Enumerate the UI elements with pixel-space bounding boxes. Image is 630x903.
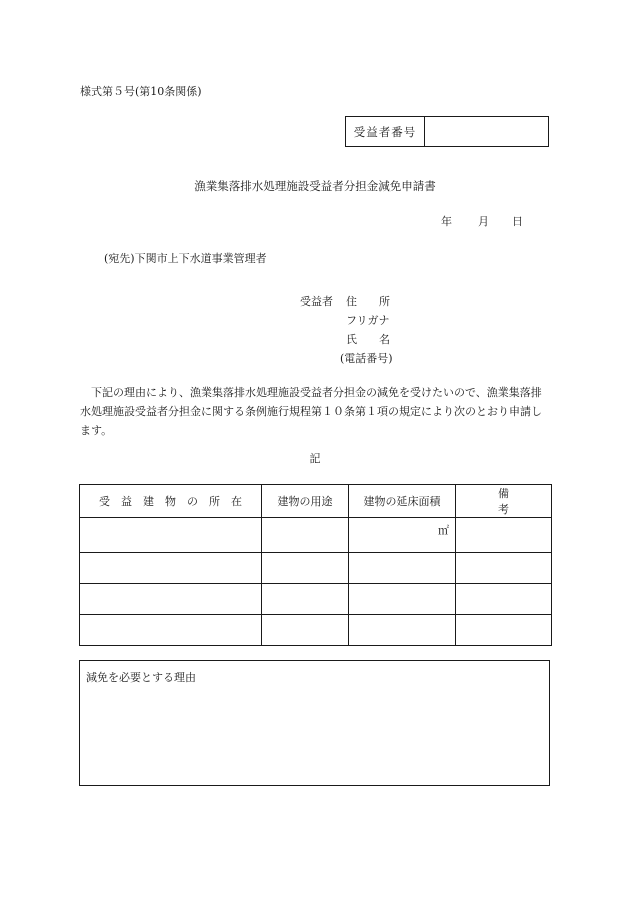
form-number: 様式第５号(第10条関係) [80, 85, 202, 98]
furigana-label: フリガナ [346, 314, 390, 327]
date-month-label: 月 [478, 215, 489, 228]
table-row [80, 584, 552, 615]
usage-cell[interactable] [262, 584, 349, 615]
addressee: (宛先)下関市上下水道事業管理者 [104, 252, 267, 265]
date-year-label: 年 [441, 215, 452, 228]
application-statement: 下記の理由により、漁業集落排水処理施設受益者分担金の減免を受けたいので、漁業集落排水処理施設受益者分担金に関する条例施行規程第１０条第１項の規定により次のとおり申請します。 [80, 386, 542, 437]
floor-area-cell[interactable] [349, 553, 456, 584]
date-day-label: 日 [512, 215, 523, 228]
table-row [80, 553, 552, 584]
ki-marker: 記 [309, 452, 321, 465]
floor-area-cell[interactable] [349, 615, 456, 646]
location-cell[interactable] [80, 553, 262, 584]
name-label: 氏 名 [346, 333, 390, 346]
location-cell[interactable] [80, 615, 262, 646]
document-title: 漁業集落排水処理施設受益者分担金減免申請書 [194, 179, 436, 193]
beneficiary-number-field[interactable] [425, 117, 549, 147]
table-header-row [80, 485, 552, 518]
header-floor-area: 建物の延床面積 [349, 485, 456, 518]
reason-label: 減免を必要とする理由 [86, 671, 196, 684]
applicant-heading: 受益者 [300, 295, 333, 308]
header-usage: 建物の用途 [262, 485, 349, 518]
floor-area-cell[interactable] [349, 518, 456, 553]
location-cell[interactable] [80, 584, 262, 615]
building-table [79, 484, 575, 646]
beneficiary-number-label: 受益者番号 [346, 117, 425, 147]
remarks-cell[interactable] [456, 615, 552, 646]
address-label: 住 所 [346, 295, 390, 308]
header-remarks: 備 考 [456, 485, 552, 518]
location-cell[interactable] [80, 518, 262, 553]
beneficiary-number-table [345, 116, 549, 147]
usage-cell[interactable] [262, 518, 349, 553]
floor-area-cell[interactable] [349, 584, 456, 615]
remarks-cell[interactable] [456, 553, 552, 584]
phone-label: (電話番号) [340, 352, 393, 365]
usage-cell[interactable] [262, 615, 349, 646]
remarks-cell[interactable] [456, 518, 552, 553]
table-row [80, 615, 552, 646]
area-unit: ㎡ [438, 524, 449, 537]
table-row [80, 518, 552, 553]
header-location: 受 益 建 物 の 所 在 [80, 485, 262, 518]
remarks-cell[interactable] [456, 584, 552, 615]
reason-box[interactable] [79, 660, 550, 786]
usage-cell[interactable] [262, 553, 349, 584]
